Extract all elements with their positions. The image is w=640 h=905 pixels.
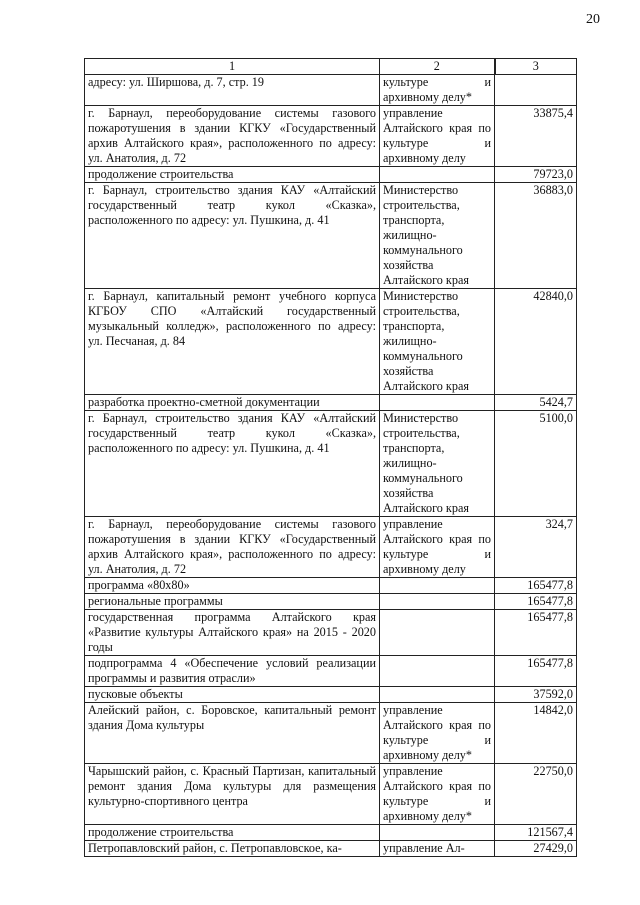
table-row <box>85 106 577 167</box>
description-cell: Петропавловский район, с. Петропавловское, ка- <box>85 841 380 857</box>
table-row <box>85 656 577 687</box>
department-cell <box>380 687 495 703</box>
amount-cell: 165477,8 <box>495 578 577 594</box>
amount-cell <box>495 75 577 106</box>
amount-cell: 121567,4 <box>495 825 577 841</box>
description-cell: г. Барнаул, переоборудование системы газового пожаротушения в здании КГКУ «Государственный архив Алтайского края», расположенного по адресу: ул. Анатолия, д. 72 <box>85 517 380 578</box>
table-row <box>85 594 577 610</box>
table-row <box>85 703 577 764</box>
department-cell <box>380 656 495 687</box>
table-row <box>85 289 577 395</box>
table-row <box>85 517 577 578</box>
table-row <box>85 183 577 289</box>
amount-cell: 42840,0 <box>495 289 577 395</box>
description-cell: государственная программа Алтайского края «Развитие культуры Алтайского края» на 2015 - 2020 годы <box>85 610 380 656</box>
description-cell: г. Барнаул, строительство здания КАУ «Алтайский государственный театр кукол «Сказка», расположенного по адресу: ул. Пушкина, д. 41 <box>85 411 380 517</box>
description-cell: разработка проектно-сметной документации <box>85 395 380 411</box>
department-cell <box>380 578 495 594</box>
table-row <box>85 610 577 656</box>
department-cell: Министерство строительства, транспорта, жилищно-коммунального хозяйства Алтайского края <box>380 411 495 517</box>
description-cell: продолжение строительства <box>85 825 380 841</box>
description-cell: пусковые объекты <box>85 687 380 703</box>
amount-cell: 324,7 <box>495 517 577 578</box>
amount-cell: 33875,4 <box>495 106 577 167</box>
description-cell: продолжение строительства <box>85 167 380 183</box>
description-cell: подпрограмма 4 «Обеспечение условий реализации программы и развития отрасли» <box>85 656 380 687</box>
department-cell <box>380 395 495 411</box>
amount-cell: 36883,0 <box>495 183 577 289</box>
department-cell: управление Алтайского края по культуре и архивному делу* <box>380 703 495 764</box>
department-cell: управление Ал- <box>380 841 495 857</box>
column-header-2: 2 <box>380 59 495 75</box>
amount-cell: 37592,0 <box>495 687 577 703</box>
description-cell: Алейский район, с. Боровское, капитальный ремонт здания Дома культуры <box>85 703 380 764</box>
table-row <box>85 764 577 825</box>
department-cell: управление Алтайского края по культуре и архивному делу <box>380 106 495 167</box>
department-cell: Министерство строительства, транспорта, жилищно-коммунального хозяйства Алтайского края <box>380 183 495 289</box>
department-cell <box>380 167 495 183</box>
department-cell <box>380 594 495 610</box>
amount-cell: 79723,0 <box>495 167 577 183</box>
amount-cell: 5424,7 <box>495 395 577 411</box>
amount-cell: 165477,8 <box>495 610 577 656</box>
table-row <box>85 825 577 841</box>
table-row <box>85 578 577 594</box>
description-cell: региональные программы <box>85 594 380 610</box>
amount-cell: 22750,0 <box>495 764 577 825</box>
amount-cell: 5100,0 <box>495 411 577 517</box>
description-cell: г. Барнаул, переоборудование системы газового пожаротушения в здании КГКУ «Государственный архив Алтайского края», расположенного по адресу: ул. Анатолия, д. 72 <box>85 106 380 167</box>
department-cell: управление Алтайского края по культуре и архивному делу <box>380 517 495 578</box>
budget-table <box>84 58 577 857</box>
column-header-3: 3 <box>495 59 577 75</box>
department-cell <box>380 825 495 841</box>
table-row <box>85 411 577 517</box>
department-cell: управление Алтайского края по культуре и архивному делу* <box>380 764 495 825</box>
description-cell: г. Барнаул, строительство здания КАУ «Алтайский государственный театр кукол «Сказка», расположенного по адресу: ул. Пушкина, д. 41 <box>85 183 380 289</box>
table-row <box>85 395 577 411</box>
amount-cell: 27429,0 <box>495 841 577 857</box>
description-cell: г. Барнаул, капитальный ремонт учебного корпуса КГБОУ СПО «Алтайский государственный музыкальный колледж», расположенного по адресу: ул. Песчаная, д. 84 <box>85 289 380 395</box>
table-row <box>85 687 577 703</box>
amount-cell: 165477,8 <box>495 594 577 610</box>
table-header-row <box>85 59 577 75</box>
amount-cell: 165477,8 <box>495 656 577 687</box>
column-header-1: 1 <box>85 59 380 75</box>
description-cell: адресу: ул. Ширшова, д. 7, стр. 19 <box>85 75 380 106</box>
description-cell: программа «80х80» <box>85 578 380 594</box>
amount-cell: 14842,0 <box>495 703 577 764</box>
department-cell: Министерство строительства, транспорта, жилищно-коммунального хозяйства Алтайского края <box>380 289 495 395</box>
department-cell <box>380 610 495 656</box>
table-row <box>85 841 577 857</box>
department-cell: культуре и архивному делу* <box>380 75 495 106</box>
table-row <box>85 75 577 106</box>
description-cell: Чарышский район, с. Красный Партизан, капитальный ремонт здания Дома культуры для размещения культурно-спортивного центра <box>85 764 380 825</box>
page-number: 20 <box>586 12 600 27</box>
table-row <box>85 167 577 183</box>
